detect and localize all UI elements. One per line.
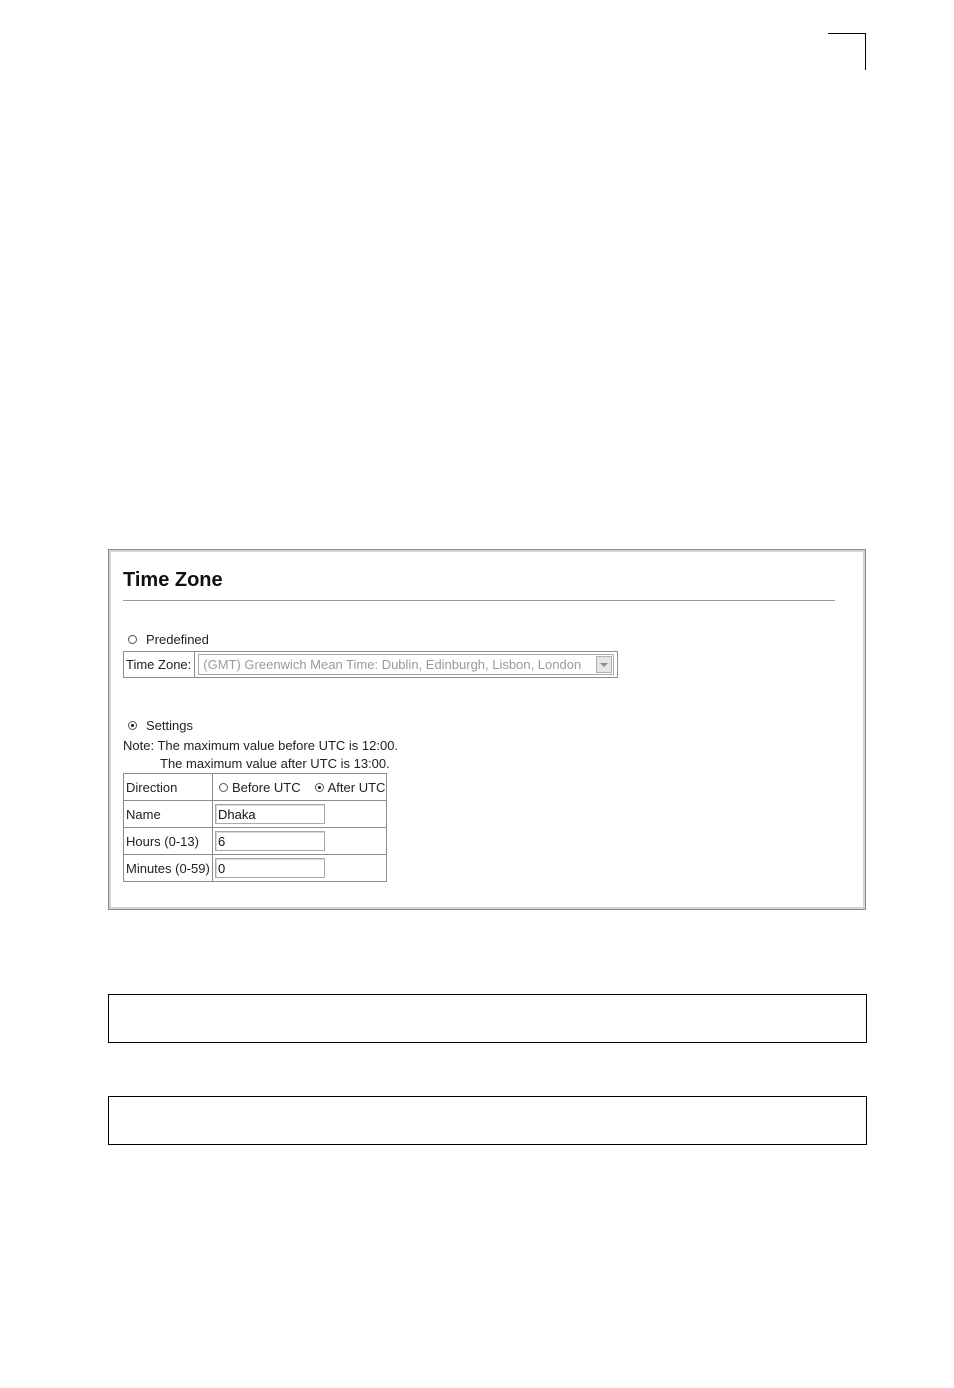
time-zone-panel: [108, 549, 866, 910]
title-divider: [123, 600, 835, 601]
time-zone-label: Time Zone:: [124, 652, 195, 677]
predefined-label: Predefined: [146, 632, 209, 647]
settings-label: Settings: [146, 718, 193, 733]
predefined-radio[interactable]: [128, 635, 137, 644]
time-zone-select-value: (GMT) Greenwich Mean Time: Dublin, Edinburgh, Lisbon, London: [203, 657, 582, 672]
hours-label: Hours (0-13): [124, 828, 213, 855]
direction-options: [215, 780, 386, 795]
before-utc-radio[interactable]: [219, 783, 228, 792]
page-title: Time Zone: [123, 569, 223, 591]
direction-label: Direction: [124, 774, 213, 801]
note-line-1: Note: The maximum value before UTC is 12:00.: [123, 738, 399, 753]
settings-table: [123, 773, 387, 882]
direction-row: [124, 774, 387, 801]
settings-radio[interactable]: [128, 721, 137, 730]
minutes-label: Minutes (0-59): [124, 855, 213, 882]
minutes-row: [124, 855, 387, 882]
name-input[interactable]: Dhaka: [215, 804, 325, 824]
empty-box-1: [108, 994, 867, 1043]
time-zone-select[interactable]: [198, 654, 614, 675]
utc-note: [123, 737, 398, 773]
hours-input[interactable]: 6: [215, 831, 325, 851]
note-line-2: The maximum value after UTC is 13:00.: [160, 756, 390, 771]
empty-box-2: [108, 1096, 867, 1145]
hours-row: [124, 828, 387, 855]
predefined-option[interactable]: [128, 632, 209, 647]
settings-option[interactable]: [128, 718, 193, 733]
dropdown-arrow-icon[interactable]: [596, 656, 612, 673]
after-utc-label: After UTC: [327, 779, 386, 795]
time-zone-row: [123, 651, 618, 678]
page-corner-mark: [828, 33, 866, 70]
minutes-input[interactable]: 0: [215, 858, 325, 878]
before-utc-label: Before UTC: [232, 779, 301, 795]
name-label: Name: [124, 801, 213, 828]
name-row: [124, 801, 387, 828]
after-utc-radio[interactable]: [315, 783, 324, 792]
